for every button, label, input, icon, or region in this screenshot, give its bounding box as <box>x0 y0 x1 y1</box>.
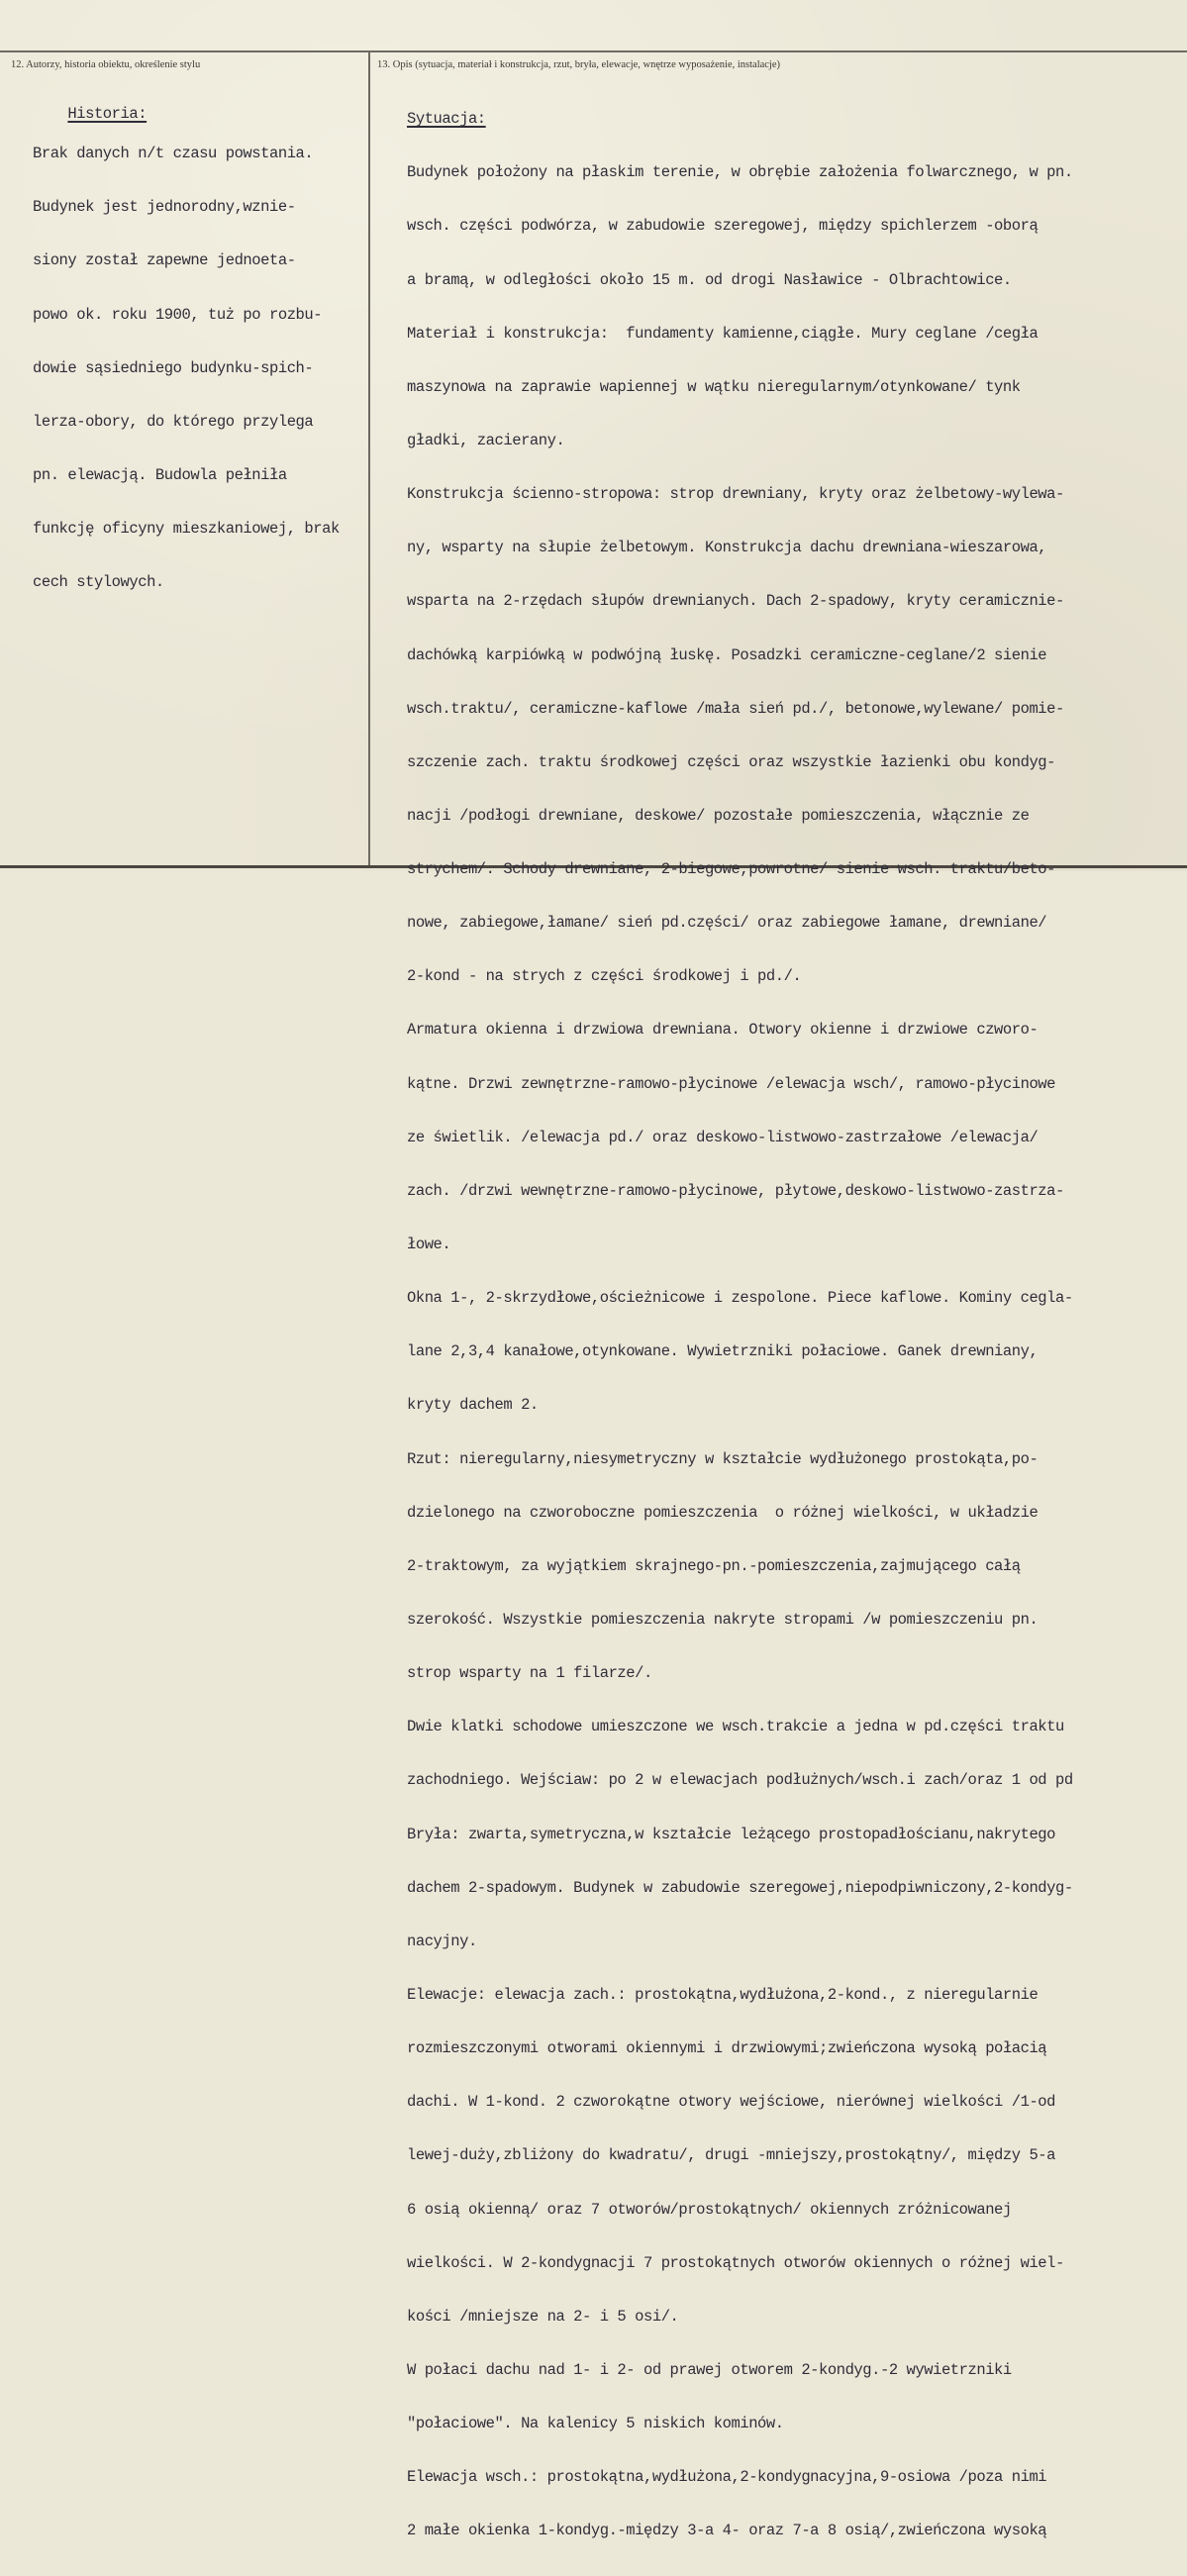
opis-line: ze świetlik. /elewacja pd./ oraz deskowo-listwowo-zastrzałowe /elewacja/ <box>407 1128 1039 1146</box>
opis-line: dachem 2-spadowym. Budynek w zabudowie szeregowej,niepodpiwniczony,2-kondyg- <box>407 1878 1073 1897</box>
header-divider <box>0 50 1187 52</box>
opis-line-sytuacja-heading: Sytuacja: <box>407 110 486 129</box>
opis-line: kątne. Drzwi zewnętrzne-ramowo-płycinowe /elewacja wsch/, ramowo-płycinowe <box>407 1074 1056 1093</box>
historia-line: Brak danych n/t czasu powstania. <box>33 145 314 163</box>
opis-line: łowe. <box>407 1236 451 1254</box>
opis-line: zach. /drzwi wewnętrzne-ramowo-płycinowe, płytowe,deskowo-listwowo-zastrza- <box>407 1181 1064 1200</box>
opis-line: Dwie klatki schodowe umieszczone we wsch.trakcie a jedna w pd.części traktu <box>407 1718 1064 1736</box>
opis-line: Okna 1-, 2-skrzydłowe,ościeżnicowe i zespolone. Piece kaflowe. Kominy cegla- <box>407 1289 1073 1308</box>
historia-line: funkcję oficyny mieszkaniowej, brak <box>33 520 340 539</box>
historia-heading: Historia: <box>67 105 148 124</box>
historia-line: lerza-obory, do którego przylega <box>33 412 314 431</box>
opis-line: szczenie zach. traktu środkowej części oraz wszystkie łazienki obu kondyg- <box>407 752 1056 771</box>
opis-line: 2-kond - na strych z części środkowej i pd./. <box>407 967 802 986</box>
opis-line: Konstrukcja ścienno-stropowa: strop drewniany, kryty oraz żelbetowy-wylewa- <box>407 485 1064 504</box>
opis-line: rozmieszczonymi otworami okiennymi i drzwiowymi;zwieńczona wysoką połacią <box>407 2039 1047 2058</box>
opis-line: dzielonego na czworoboczne pomieszczenia o różnej wielkości, w układzie <box>407 1503 1039 1522</box>
opis-line: nacji /podłogi drewniane, deskowe/ pozostałe pomieszczenia, włącznie ze <box>407 806 1030 825</box>
historia-text <box>33 109 340 627</box>
section-13-header: 13. Opis (sytuacja, materiał i konstrukcja, rzut, bryła, elewacje, wnętrze wyposażenie, instalacje) <box>377 59 781 70</box>
column-divider <box>368 51 370 865</box>
opis-line: lewej-duży,zbliżony do kwadratu/, drugi -mniejszy,prostokątny/, między 5-a <box>407 2146 1056 2165</box>
opis-line: Budynek położony na płaskim terenie, w obrębie założenia folwarcznego, w pn. <box>407 163 1073 182</box>
opis-line: szerokość. Wszystkie pomieszczenia nakryte stropami /w pomieszczeniu pn. <box>407 1611 1039 1630</box>
opis-line: W połaci dachu nad 1- i 2- od prawej otworem 2-kondyg.-2 wywietrzniki <box>407 2361 1012 2379</box>
opis-line: Armatura okienna i drzwiowa drewniana. Otwory okienne i drzwiowe czworo- <box>407 1021 1039 1040</box>
opis-line: lane 2,3,4 kanałowe,otynkowane. Wywietrzniki połaciowe. Ganek drewniany, <box>407 1342 1039 1361</box>
opis-line: ny, wsparty na słupie żelbetowym. Konstrukcja dachu drewniana-wieszarowa, <box>407 539 1047 557</box>
opis-line: 6 osią okienną/ oraz 7 otworów/prostokątnych/ okiennych zróżnicowanej <box>407 2200 1012 2219</box>
opis-line: strop wsparty na 1 filarze/. <box>407 1664 652 1683</box>
opis-line: Elewacja wsch.: prostokątna,wydłużona,2-kondygnacyjna,9-osiowa /poza nimi <box>407 2468 1047 2487</box>
opis-line: Rzut: nieregularny,niesymetryczny w kształcie wydłużonego prostokąta,po- <box>407 1449 1039 1468</box>
opis-line: wsparta na 2-rzędach słupów drewnianych. Dach 2-spadowy, kryty ceramicznie- <box>407 592 1064 611</box>
opis-line: a bramą, w odległości około 15 m. od drogi Nasławice - Olbrachtowice. <box>407 270 1012 289</box>
opis-line: 2-traktowym, za wyjątkiem skrajnego-pn.-pomieszczenia,zajmującego całą <box>407 1556 1021 1575</box>
opis-line: kości /mniejsze na 2- i 5 osi/. <box>407 2307 679 2326</box>
section-12-header: 12. Autorzy, historia obiektu, określenie stylu <box>11 59 201 70</box>
historia-line: pn. elewacją. Budowla pełniła <box>33 465 287 484</box>
opis-line: wielkości. W 2-kondygnacji 7 prostokątnych otworów okiennych o różnej wiel- <box>407 2253 1064 2272</box>
opis-line: wsch. części podwórza, w zabudowie szeregowej, między spichlerzem -oborą <box>407 217 1039 236</box>
opis-line: nowe, zabiegowe,łamane/ sień pd.części/ oraz zabiegowe łamane, drewniane/ <box>407 914 1047 933</box>
historia-line: cech stylowych. <box>33 573 164 592</box>
historia-line: powo ok. roku 1900, tuż po rozbu- <box>33 305 323 324</box>
historia-line: siony został zapewne jednoeta- <box>33 251 296 270</box>
opis-line: dachówką karpiówką w podwójną łuskę. Posadzki ceramiczne-ceglane/2 sienie <box>407 645 1047 664</box>
opis-line: Materiał i konstrukcja: fundamenty kamienne,ciągłe. Mury ceglane /cegła <box>407 324 1039 343</box>
opis-line: kryty dachem 2. <box>407 1396 539 1415</box>
opis-line: strychem/. Schody drewniane, 2-biegowe,powrotne/ sienie wsch. traktu/beto- <box>407 860 1056 879</box>
opis-line: dachi. W 1-kond. 2 czworokątne otwory wejściowe, nierównej wielkości /1-od <box>407 2093 1056 2112</box>
historia-line: Budynek jest jednorodny,wznie- <box>33 198 296 217</box>
opis-text <box>407 74 1073 2576</box>
opis-line: wsch.traktu/, ceramiczne-kaflowe /mała sień pd./, betonowe,wylewane/ pomie- <box>407 699 1064 718</box>
opis-line: gładki, zacierany. <box>407 431 565 449</box>
opis-line: Elewacje: elewacja zach.: prostokątna,wydłużona,2-kond., z nieregularnie <box>407 1986 1039 2005</box>
historia-line: dowie sąsiedniego budynku-spich- <box>33 358 314 377</box>
opis-line: Bryła: zwarta,symetryczna,w kształcie leżącego prostopadłościanu,nakrytego <box>407 1825 1056 1843</box>
opis-line: "połaciowe". Na kalenicy 5 niskich kominów. <box>407 2415 784 2433</box>
opis-line: maszynowa na zaprawie wapiennej w wątku nieregularnym/otynkowane/ tynk <box>407 377 1021 396</box>
opis-line: 2 małe okienka 1-kondyg.-między 3-a 4- oraz 7-a 8 osią/,zwieńczona wysoką <box>407 2522 1047 2540</box>
opis-line: zachodniego. Wejściaw: po 2 w elewacjach podłużnych/wsch.i zach/oraz 1 od pd <box>407 1771 1073 1790</box>
opis-line: nacyjny. <box>407 1932 477 1950</box>
